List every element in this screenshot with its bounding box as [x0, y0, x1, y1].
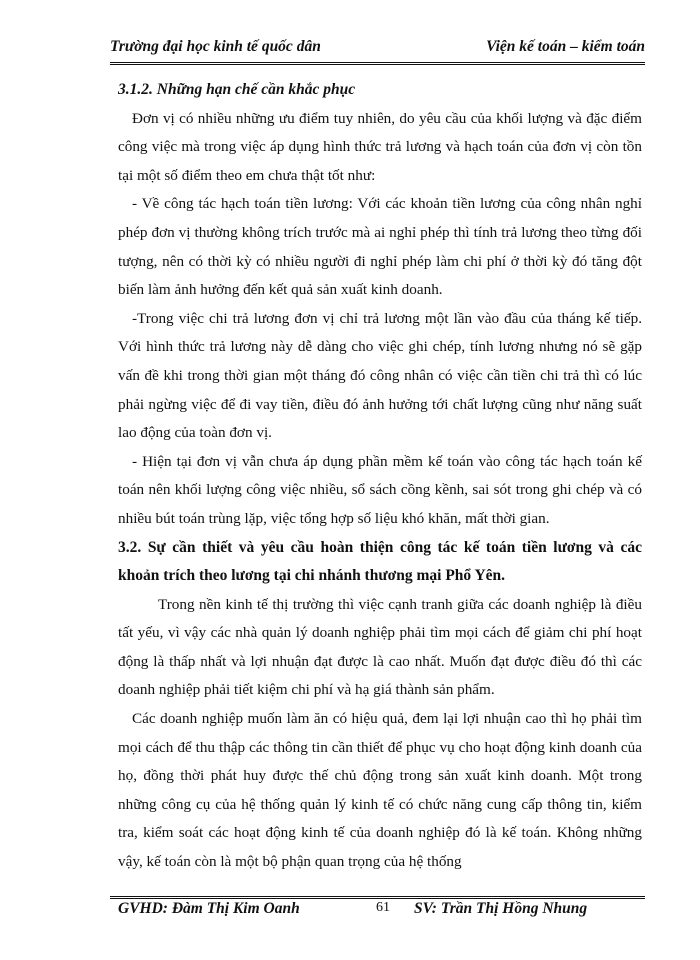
paragraph: Đơn vị có nhiều những ưu điểm tuy nhiên, do yêu cầu của khối lượng và đặc điểm công việc mà trong việc áp dụng hình thức trả lương và hạch toán của đơn vị còn tồn tại một số điểm theo em chưa thật tốt như: [118, 109, 642, 184]
document-body [118, 76, 642, 877]
header-university: Trường đại học kinh tế quốc dân [110, 38, 321, 55]
paragraph: Trong nền kinh tế thị trường thì việc cạnh tranh giữa các doanh nghiệp là điều tất yếu, vì vậy các nhà quản lý doanh nghiệp phải tìm mọi cách để giảm chi phí hoạt động là thấp nhất và lợi nhuận đạt được là cao nhất. Muốn đạt được điều đó thì các doanh nghiệp phải tiết kiệm chi phí và hạ giá thành sản phẩm. [118, 595, 642, 699]
footer-divider [110, 896, 645, 899]
paragraph: -Trong việc chi trả lương đơn vị chỉ trả lương một lần vào đầu của tháng kế tiếp. Với hình thức trả lương này dễ dàng cho việc ghi chép, tính lương nhưng nó sẽ gặp vấn đề khi trong thời gian một tháng đó công nhân có việc cần tiền chi trả thì có lúc phải ngừng việc để đi vay tiền, điều đó ảnh hưởng tới chất lượng cũng như năng suất lao động của toàn đơn vị. [118, 309, 642, 442]
paragraph: - Hiện tại đơn vị vẫn chưa áp dụng phần mềm kế toán vào công tác hạch toán kế toán nên khối lượng công việc nhiều, sổ sách cồng kềnh, sai sót trong ghi chép và có nhiều bút toán trùng lặp, việc tổng hợp số liệu khó khăn, mất thời gian. [118, 452, 642, 527]
page-number: 61 [376, 900, 390, 915]
paragraph: - Về công tác hạch toán tiền lương: Với các khoản tiền lương của công nhân nghỉ phép đơn vị thường không trích trước mà ai nghỉ phép thì tính trả lương theo từng đối tượng, nên có thời kỳ có nhiều người đi nghỉ phép làm chi phí ở thời kỳ đó tăng đột biến làm ảnh hưởng đến kết quả sản xuất kinh doanh. [118, 195, 642, 299]
footer-supervisor: GVHD: Đàm Thị Kim Oanh [118, 900, 300, 917]
paragraph: Các doanh nghiệp muốn làm ăn có hiệu quả, đem lại lợi nhuận cao thì họ phải tìm mọi cách để thu thập các thông tin cần thiết để phục vụ cho hoạt động kinh doanh của họ, đồng thời phát huy được thế chủ động trong sản xuất kinh doanh. Một trong những công cụ của hệ thống quản lý kinh tế có chức năng cung cấp thông tin, kiểm tra, kiểm soát các hoạt động kinh tế của doanh nghiệp đó là kế toán. Không những vậy, kế toán còn là một bộ phận quan trọng của hệ thống [118, 710, 642, 871]
header-institute: Viện kế toán – kiểm toán [486, 38, 645, 55]
footer-student: SV: Trần Thị Hồng Nhung [414, 900, 588, 917]
section-heading-3-2: 3.2. Sự cần thiết và yêu cầu hoàn thiện công tác kế toán tiền lương và các khoản trích theo lương tại chi nhánh thương mại Phổ Yên. [118, 538, 642, 585]
header-divider [110, 62, 645, 65]
page-header [110, 38, 645, 56]
section-heading-3-1-2: 3.1.2. Những hạn chế cần khắc phục [118, 81, 356, 98]
